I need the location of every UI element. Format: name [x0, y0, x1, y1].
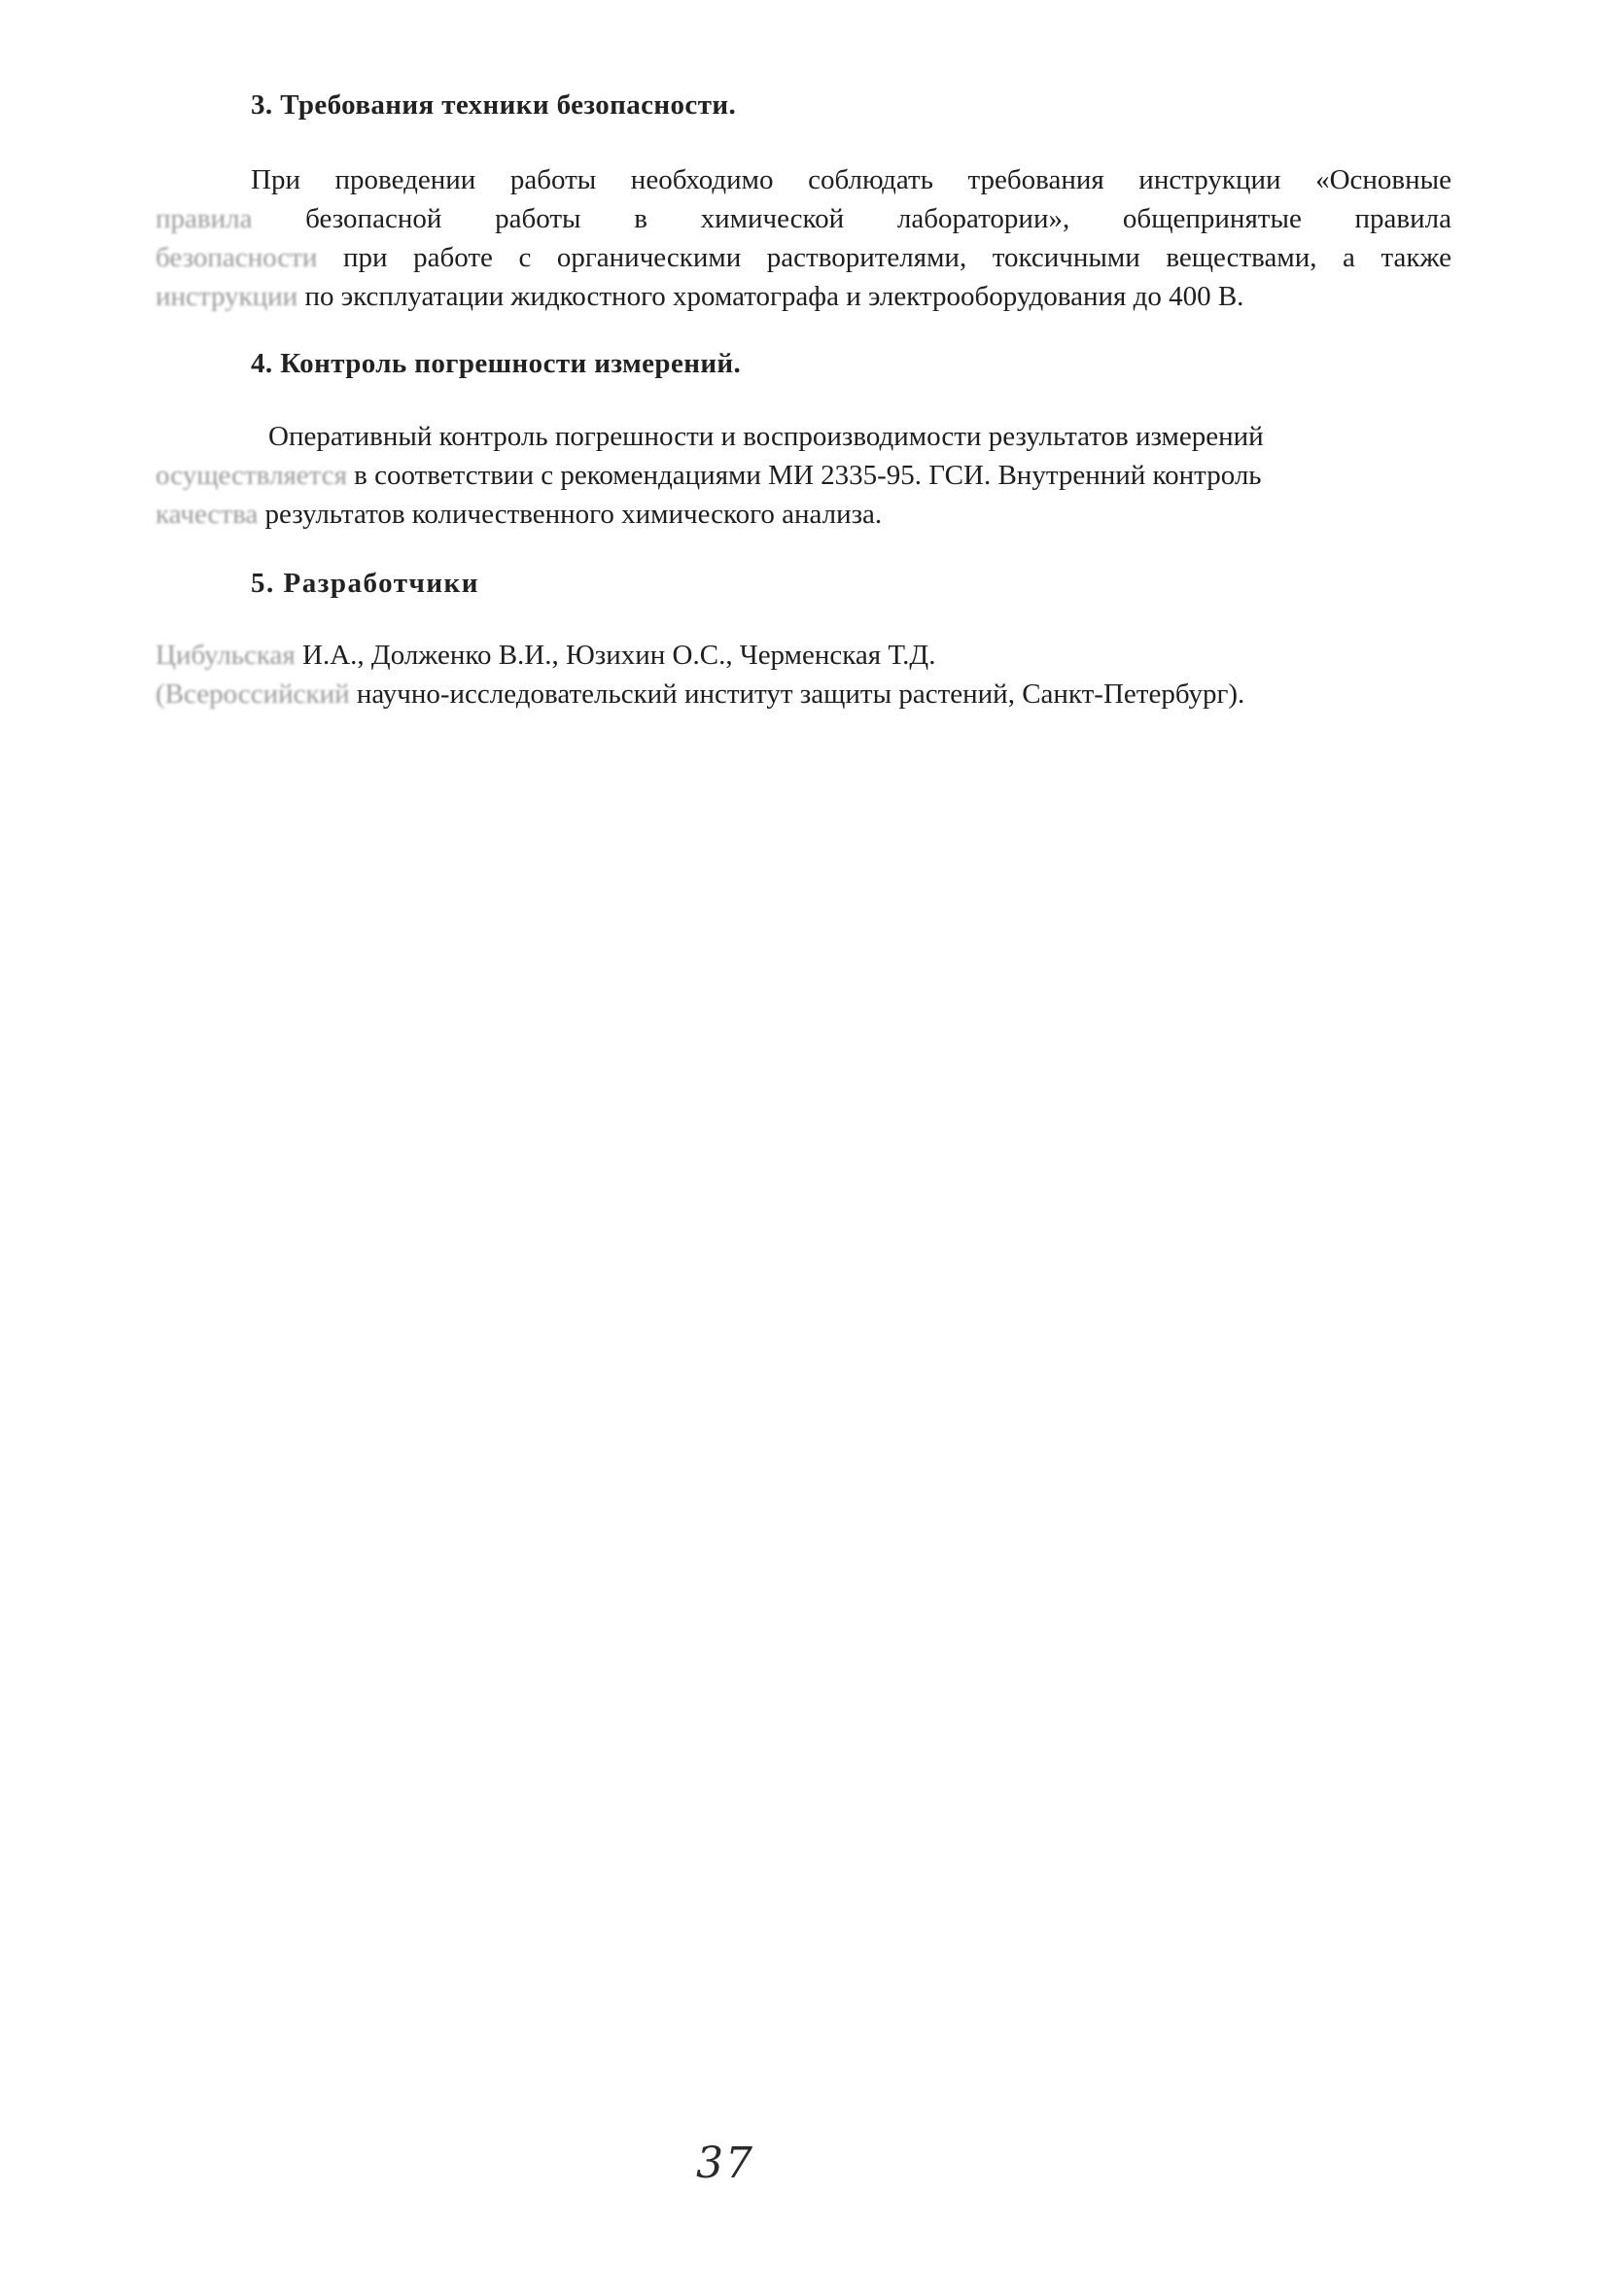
page-number: 37	[696, 2139, 754, 2188]
faded-word: (Всероссийский	[156, 678, 350, 710]
body-line: При проведении работы необходимо соблюдать требования инструкции «Основные	[251, 164, 1451, 195]
section-body-developers	[156, 636, 1244, 713]
faded-word: инструкции	[156, 281, 298, 312]
faded-word: качества	[156, 499, 259, 530]
section-body-error-control	[156, 417, 1264, 534]
faded-word: Цибульская	[156, 640, 296, 671]
body-line: безопасности при работе с органическими растворителями, токсичными веществами, а также	[156, 242, 1451, 273]
body-line: Оперативный контроль погрешности и воспроизводимости результатов измерений	[268, 421, 1264, 452]
section-heading-safety: 3. Требования техники безопасности.	[251, 89, 737, 121]
body-line: инструкции по эксплуатации жидкостного хроматографа и электрооборудования до 400 В.	[156, 281, 1244, 312]
section-body-safety	[156, 160, 1451, 316]
body-line: качества результатов количественного химического анализа.	[156, 499, 883, 530]
section-heading-error-control: 4. Контроль погрешности измерений.	[251, 348, 742, 379]
body-line: (Всероссийский научно-исследовательский институт защиты растений, Санкт-Петербург).	[156, 678, 1245, 710]
faded-word: осуществляется	[156, 460, 347, 491]
body-line: осуществляется в соответствии с рекомендациями МИ 2335-95. ГСИ. Внутренний контроль	[156, 460, 1262, 491]
faded-word: правила	[156, 203, 253, 234]
section-heading-developers: 5. Разработчики	[251, 568, 479, 599]
faded-word: безопасности	[156, 242, 318, 273]
body-line: Цибульская И.А., Долженко В.И., Юзихин О.С., Черменская Т.Д.	[156, 640, 936, 671]
body-line: правила безопасной работы в химической лаборатории», общепринятые правила	[156, 203, 1451, 234]
